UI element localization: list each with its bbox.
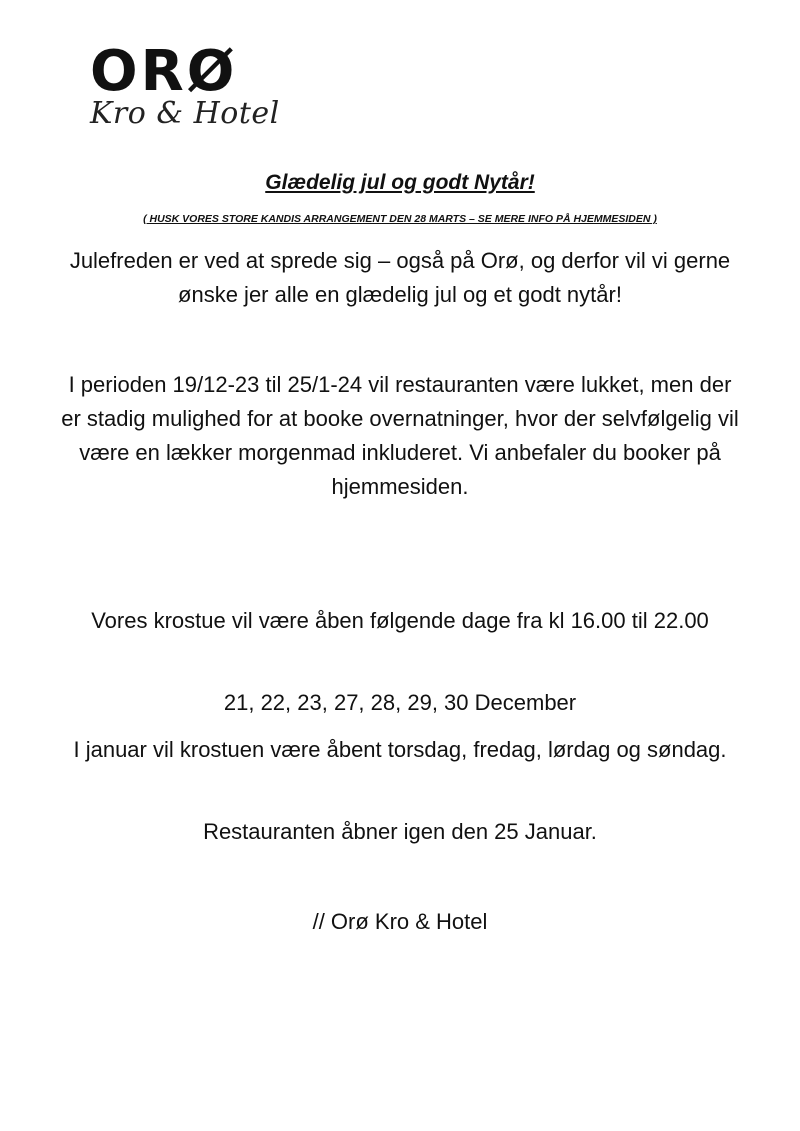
reopening-paragraph: Restauranten åbner igen den 25 Januar. [203, 819, 597, 844]
logo-script-text: Kro & Hotel [90, 96, 280, 131]
closure-paragraph: I perioden 19/12-23 til 25/1-24 vil restauranten være lukket, men der er stadig mulighed for at booke overnatninger, hvor der selvfølgelig vil være en lækker morgenmad inkluderet. Vi anbefaler du booker på hjemmesiden. [61, 372, 739, 499]
krostue-hours-paragraph: Vores krostue vil være åben følgende dage fra kl 16.00 til 22.00 [91, 608, 709, 633]
greeting-paragraph: Julefreden er ved at sprede sig – også på Orø, og derfor vil vi gerne ønske jer alle en glædelig jul og et godt nytår! [69, 248, 731, 307]
signature: // Orø Kro & Hotel [312, 909, 488, 934]
logo-wordmark: ORØ [90, 39, 238, 104]
page-title: Glædelig jul og godt Nytår! [265, 171, 535, 194]
january-paragraph: I januar vil krostuen være åbent torsdag, fredag, lørdag og søndag. [73, 737, 727, 762]
event-note: ( HUSK VORES STORE KANDIS ARRANGEMENT DEN 28 MARTS – SE MERE INFO PÅ HJEMMESIDEN ) [143, 213, 657, 225]
december-days-paragraph: 21, 22, 23, 27, 28, 29, 30 December [223, 690, 577, 715]
logo [90, 39, 290, 134]
